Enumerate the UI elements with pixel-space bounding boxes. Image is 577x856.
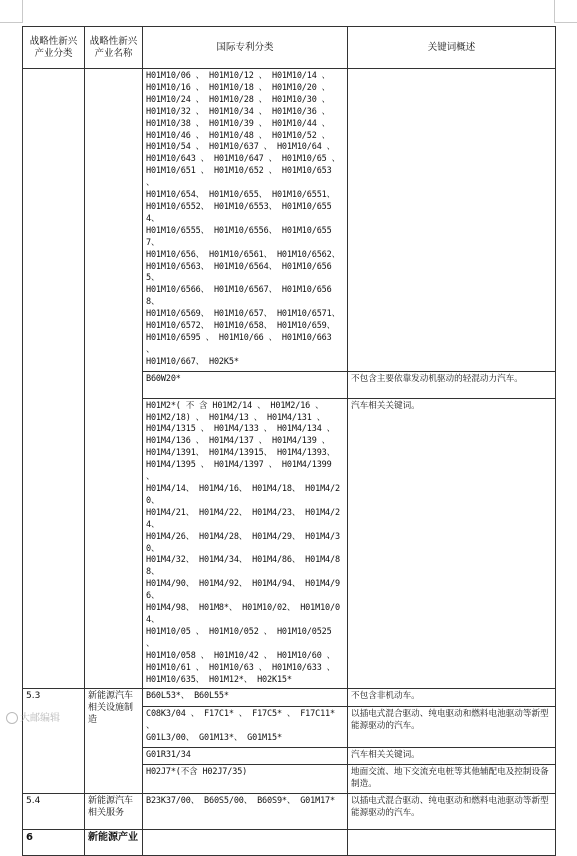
ipc-cell: B60W20*	[143, 371, 348, 398]
keyword-cell: 不包含主要依靠发动机驱动的轻混动力汽车。	[348, 371, 556, 398]
ipc-cell: H02J7*(不含 H02J7/35)	[143, 765, 348, 794]
table-row	[23, 830, 556, 856]
keyword-cell: 以插电式混合驱动、纯电驱动和燃料电池驱动等新型能源驱动的汽车。	[348, 794, 556, 830]
keyword-cell: 地面交流、地下交流充电桩等其他辅配电及控制设备制造。	[348, 765, 556, 794]
table-header-row	[23, 27, 556, 69]
section-code-5-4: 5.4	[23, 794, 85, 830]
ipc-cell: H01M10/06 、 H01M10/12 、 H01M10/14 、 H01M10/16 、 H01M10/18 、 H01M10/20 、 H01M10/24 、 H01M10/28 、 H01M10/30 、 H01M10/32 、 H01M10/34 、 H01M10/36 、 H01M10/38 、 H01M10/39 、 H01M10/44 、 H01M10/46 、 H01M10/48 、 H01M10/52 、 H01M10/54 、 H01M10/637 、 H01M10/64 、 H01M10/643 、 H01M10/647 、 H01M10/65 、 H01M10/651 、 H01M10/652 、 H01M10/653 、 H01M10/654、 H01M10/655、 H01M10/6551、 H01M10/6552、 H01M10/6553、 H01M10/6554、 H01M10/6555、 H01M10/6556、 H01M10/6557、 H01M10/656、 H01M10/6561、 H01M10/6562、 H01M10/6563、 H01M10/6564、 H01M10/6565、 H01M10/6566、 H01M10/6567、 H01M10/6568、 H01M10/6569、 H01M10/657、 H01M10/6571、 H01M10/6572、 H01M10/658、 H01M10/659、 H01M10/6595 、 H01M10/66 、 H01M10/663 、 H01M10/667、 H02K5*	[143, 69, 348, 372]
keyword-cell: 汽车相关关键词。	[348, 398, 556, 689]
ipc-cell: G01R31/34	[143, 748, 348, 765]
section-name-6: 新能源产业	[85, 830, 143, 856]
watermark	[6, 709, 60, 724]
crop-mark-top-left	[0, 0, 23, 23]
table-row	[23, 69, 556, 372]
crop-mark-top-right	[554, 0, 577, 23]
section-code-5-3: 5.3	[23, 689, 85, 794]
header-keywords: 关键词概述	[348, 27, 556, 69]
ipc-cell: B60L53*、 B60L55*	[143, 689, 348, 707]
watermark-text: 大邮编辑	[20, 713, 60, 724]
keyword-cell	[348, 69, 556, 372]
category-cell-empty	[23, 69, 85, 689]
header-ipc: 国际专利分类	[143, 27, 348, 69]
keyword-cell: 不包含非机动车。	[348, 689, 556, 707]
table-row	[23, 794, 556, 830]
table-row	[23, 689, 556, 707]
patent-classification-table	[22, 26, 556, 856]
header-industry-category: 战略性新兴产业分类	[23, 27, 85, 69]
header-industry-name: 战略性新兴产业名称	[85, 27, 143, 69]
watermark-logo-icon	[6, 712, 18, 724]
ipc-cell: B23K37/00、 B60S5/00、 B60S9*、 G01M17*	[143, 794, 348, 830]
ipc-cell: C08K3/04 、 F17C1* 、 F17C5* 、 F17C11* 、 G01L3/00、 G01M13*、 G01M15*	[143, 707, 348, 748]
section-name-5-4: 新能源汽车相关服务	[85, 794, 143, 830]
keyword-cell: 以插电式混合驱动、纯电驱动和燃料电池驱动等新型能源驱动的汽车。	[348, 707, 556, 748]
section-code-6: 6	[23, 830, 85, 856]
ipc-cell-empty	[143, 830, 348, 856]
section-name-5-3: 新能源汽车相关设施制造	[85, 689, 143, 794]
name-cell-empty	[85, 69, 143, 689]
keyword-cell-empty	[348, 830, 556, 856]
ipc-cell: H01M2*( 不 含 H01M2/14 、 H01M2/16 、 H01M2/18) 、 H01M4/13 、 H01M4/131 、 H01M4/1315 、 H01M4/133 、 H01M4/134 、 H01M4/136 、 H01M4/137 、 H01M4/139 、 H01M4/1391、 H01M4/13915、 H01M4/1393、 H01M4/1395 、 H01M4/1397 、 H01M4/1399 、 H01M4/14、 H01M4/16、 H01M4/18、 H01M4/20、 H01M4/21、 H01M4/22、 H01M4/23、 H01M4/24、 H01M4/26、 H01M4/28、 H01M4/29、 H01M4/30、 H01M4/32、 H01M4/34、 H01M4/86、 H01M4/88、 H01M4/90、 H01M4/92、 H01M4/94、 H01M4/96、 H01M4/98、 H01M8*、 H01M10/02、 H01M10/04、 H01M10/05 、 H01M10/052 、 H01M10/0525 、 H01M10/058 、 H01M10/42 、 H01M10/60 、 H01M10/61 、 H01M10/63 、 H01M10/633 、 H01M10/635、 H01M12*、 H02K15*	[143, 398, 348, 689]
keyword-cell: 汽车相关关键词。	[348, 748, 556, 765]
